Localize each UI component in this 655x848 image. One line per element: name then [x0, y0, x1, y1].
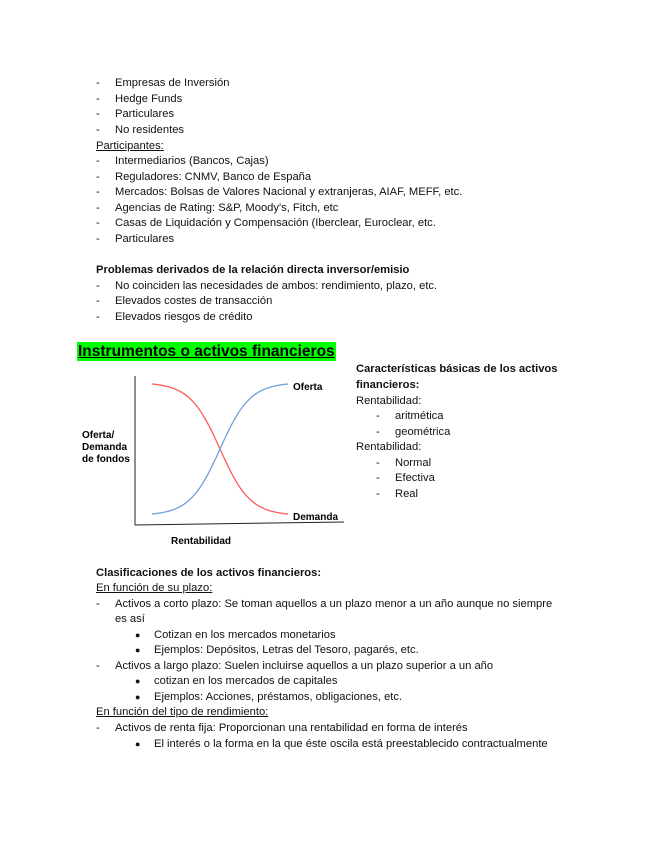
list-item-text: Normal [395, 457, 432, 469]
list-item-text: Mercados: Bolsas de Valores Nacional y extranjeras, AIAF, MEFF, etc. [115, 186, 463, 198]
list-item-text: Real [395, 488, 419, 500]
rentabilidad-label: Rentabilidad: [356, 395, 422, 407]
x-axis-label: Rentabilidad [171, 536, 232, 547]
list-item-text: Elevados costes de transacción [115, 295, 273, 307]
dash-marker: - [96, 77, 100, 89]
classifications-heading: Clasificaciones de los activos financieros: [96, 567, 322, 579]
list-item-text: Empresas de Inversión [115, 77, 230, 89]
supply-demand-chart [76, 372, 346, 552]
dash-marker: - [96, 108, 100, 120]
dash-marker: - [96, 598, 100, 610]
bullet-item-text: Cotizan en los mercados monetarios [154, 629, 336, 641]
bullet-item-text: Ejemplos: Depósitos, Letras del Tesoro, pagarés, etc. [154, 644, 419, 656]
dash-marker: - [96, 722, 100, 734]
dash-marker: - [96, 660, 100, 672]
y-axis-label-line-1: Oferta/ [82, 430, 115, 441]
list-item-text: geométrica [395, 426, 451, 438]
list-item-text: Casas de Liquidación y Compensación (Iberclear, Euroclear, etc. [115, 217, 436, 229]
participants-heading: Participantes: [96, 140, 164, 152]
y-axis-label-line-2: Demanda [82, 442, 128, 453]
bullet-marker: ● [135, 739, 141, 749]
chart-axes [135, 376, 344, 525]
list-item-text: Elevados riesgos de crédito [115, 311, 253, 323]
dash-marker: - [376, 426, 380, 438]
list-item-text: Activos a corto plazo: Se toman aquellos a un plazo menor a un año aunque no siempre [115, 598, 553, 610]
dash-marker: - [96, 295, 100, 307]
bullet-marker: ● [135, 676, 141, 686]
by-yield-heading: En función del tipo de rendimiento: [96, 706, 269, 718]
dash-marker: - [96, 186, 100, 198]
dash-marker: - [96, 233, 100, 245]
bullet-marker: ● [135, 630, 141, 640]
characteristics-heading-line-2: financieros: [356, 379, 420, 391]
bullet-item-text: Ejemplos: Acciones, préstamos, obligaciones, etc. [154, 691, 403, 703]
list-item-text: Agencias de Rating: S&P, Moody's, Fitch, etc [115, 202, 339, 214]
list-item-text: Reguladores: CNMV, Banco de España [115, 171, 312, 183]
legend-label-oferta: Oferta [293, 382, 323, 393]
dash-marker: - [376, 457, 380, 469]
dash-marker: - [376, 472, 380, 484]
list-item-text: aritmética [395, 410, 444, 422]
bullet-marker: ● [135, 692, 141, 702]
dash-marker: - [376, 410, 380, 422]
dash-marker: - [96, 280, 100, 292]
list-item-text: Activos de renta fija: Proporcionan una rentabilidad en forma de interés [115, 722, 468, 734]
section-title: Instrumentos o activos financieros [78, 343, 335, 360]
dash-marker: - [376, 488, 380, 500]
legend-label-demanda: Demanda [293, 512, 339, 523]
dash-marker: - [96, 93, 100, 105]
series-line-oferta [152, 384, 288, 514]
by-term-heading: En función de su plazo: [96, 582, 213, 594]
dash-marker: - [96, 171, 100, 183]
list-item-text: Hedge Funds [115, 93, 183, 105]
dash-marker: - [96, 217, 100, 229]
problems-heading: Problemas derivados de la relación directa inversor/emisio [96, 264, 410, 276]
list-item-text: Efectiva [395, 472, 435, 484]
bullet-item-text: El interés o la forma en la que éste oscila está preestablecido contractualmente [154, 738, 548, 750]
rentabilidad-label: Rentabilidad: [356, 441, 422, 453]
dash-marker: - [96, 155, 100, 167]
list-item-continuation: es así [115, 613, 145, 625]
bullet-item-text: cotizan en los mercados de capitales [154, 675, 338, 687]
bullet-marker: ● [135, 645, 141, 655]
list-item-text: Particulares [115, 233, 175, 245]
dash-marker: - [96, 124, 100, 136]
list-item-text: Intermediarios (Bancos, Cajas) [115, 155, 269, 167]
characteristics-heading-line-1: Características básicas de los activos [356, 363, 558, 375]
dash-marker: - [96, 202, 100, 214]
list-item-text: Activos a largo plazo: Suelen incluirse aquellos a un plazo superior a un año [115, 660, 494, 672]
list-item-text: No residentes [115, 124, 185, 136]
list-item-text: Particulares [115, 108, 175, 120]
list-item-text: No coinciden las necesidades de ambos: rendimiento, plazo, etc. [115, 280, 438, 292]
y-axis-label-line-3: de fondos [82, 454, 130, 465]
dash-marker: - [96, 311, 100, 323]
